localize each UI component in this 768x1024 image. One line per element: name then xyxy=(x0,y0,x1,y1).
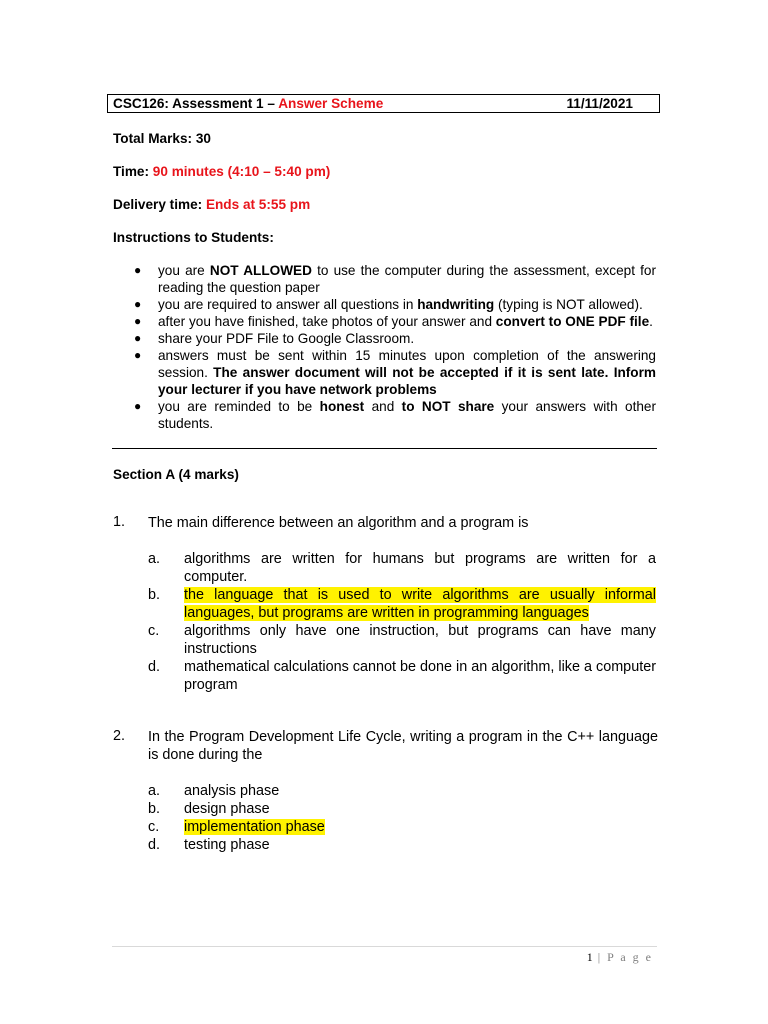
list-item xyxy=(134,313,656,330)
instruction-text: to use the computer during the assessment, except for reading the question paper xyxy=(158,263,657,295)
option-item xyxy=(148,622,656,658)
option-letter: a. xyxy=(148,783,161,799)
option-text: analysis phase xyxy=(184,783,280,799)
page-footer xyxy=(587,949,653,966)
section-divider xyxy=(112,448,657,449)
option-text: mathematical calculations cannot be done in an algorithm, like a computer program xyxy=(184,659,656,693)
option-letter: b. xyxy=(148,587,161,603)
time-label: Time: xyxy=(113,164,153,179)
option-item xyxy=(148,836,656,854)
title-left xyxy=(113,96,383,112)
option-item xyxy=(148,818,656,836)
list-item xyxy=(134,398,656,432)
title-box xyxy=(107,94,660,113)
q1-options xyxy=(148,550,656,694)
q2-number: 2. xyxy=(113,728,126,744)
option-letter: d. xyxy=(148,837,161,853)
option-item xyxy=(148,782,656,800)
option-item xyxy=(148,658,656,694)
q1-number: 1. xyxy=(113,514,126,530)
list-item xyxy=(134,296,656,313)
instruction-text: answers must be sent within 15 minutes upon completion of the answering session. xyxy=(158,348,656,380)
list-item xyxy=(134,262,656,296)
instruction-text: . xyxy=(649,314,653,329)
instruction-text: after you have finished, take photos of your answer and xyxy=(158,314,496,329)
option-item xyxy=(148,800,656,818)
q1-text: The main difference between an algorithm and a program is xyxy=(148,515,529,531)
instruction-text: your answers with other students. xyxy=(158,399,657,431)
option-letter: b. xyxy=(148,801,161,817)
q2-options xyxy=(148,782,656,854)
time-value: 90 minutes (4:10 – 5:40 pm) xyxy=(152,164,331,179)
option-letter: c. xyxy=(148,819,160,835)
page-label: | P a g e xyxy=(592,950,653,964)
instruction-bold: The answer document will not be accepted if it is sent late. Inform your lecturer if you have network problems xyxy=(158,365,656,397)
q2-text: In the Program Development Life Cycle, writing a program in the C++ language is done during the xyxy=(148,729,658,763)
bullet-icon: ● xyxy=(134,399,142,413)
option-letter: a. xyxy=(148,551,161,567)
delivery-line xyxy=(113,196,310,213)
instructions-list xyxy=(134,262,656,432)
instruction-bold: handwriting xyxy=(417,297,495,312)
option-text: algorithms are written for humans but programs are written for a computer. xyxy=(184,551,656,585)
section-a-heading: Section A (4 marks) xyxy=(113,467,239,482)
option-letter: c. xyxy=(148,623,160,639)
instruction-text: (typing is NOT allowed). xyxy=(494,297,643,312)
page-number: 1 xyxy=(586,950,593,964)
option-letter: d. xyxy=(148,659,161,675)
bullet-icon: ● xyxy=(134,331,142,345)
delivery-value: Ends at 5:55 pm xyxy=(205,197,311,212)
instruction-text: you are required to answer all questions in xyxy=(158,297,418,312)
list-item xyxy=(134,330,656,347)
answer-scheme-label: Answer Scheme xyxy=(278,96,384,111)
total-marks: Total Marks: 30 xyxy=(113,131,211,146)
instruction-text: you are xyxy=(158,263,210,278)
time-line xyxy=(113,163,330,180)
instruction-text: and xyxy=(364,399,402,414)
option-text: testing phase xyxy=(184,837,270,853)
bullet-icon: ● xyxy=(134,348,142,362)
correct-answer-highlight: implementation phase xyxy=(184,819,325,835)
instruction-bold: honest xyxy=(319,399,365,414)
delivery-label: Delivery time: xyxy=(113,197,206,212)
bullet-icon: ● xyxy=(134,297,142,311)
option-item xyxy=(148,550,656,586)
option-item xyxy=(148,586,656,622)
correct-answer-highlight: the language that is used to write algorithms are usually informal languages, but programs are written in programming languages xyxy=(184,587,656,621)
assessment-date: 11/11/2021 xyxy=(566,96,633,111)
course-title: CSC126: Assessment 1 – xyxy=(113,96,279,111)
bullet-icon: ● xyxy=(134,263,142,277)
instruction-text: share your PDF File to Google Classroom. xyxy=(158,331,415,346)
bullet-icon: ● xyxy=(134,314,142,328)
footer-divider xyxy=(112,946,657,947)
option-text: algorithms only have one instruction, but programs can have many instructions xyxy=(184,623,656,657)
instruction-text: you are reminded to be xyxy=(158,399,320,414)
list-item xyxy=(134,347,656,398)
option-text: design phase xyxy=(184,801,270,817)
instruction-bold: convert to ONE PDF file xyxy=(495,314,650,329)
instruction-bold: to NOT share xyxy=(401,399,495,414)
instructions-heading: Instructions to Students: xyxy=(113,230,274,245)
instruction-bold: NOT ALLOWED xyxy=(209,263,312,278)
